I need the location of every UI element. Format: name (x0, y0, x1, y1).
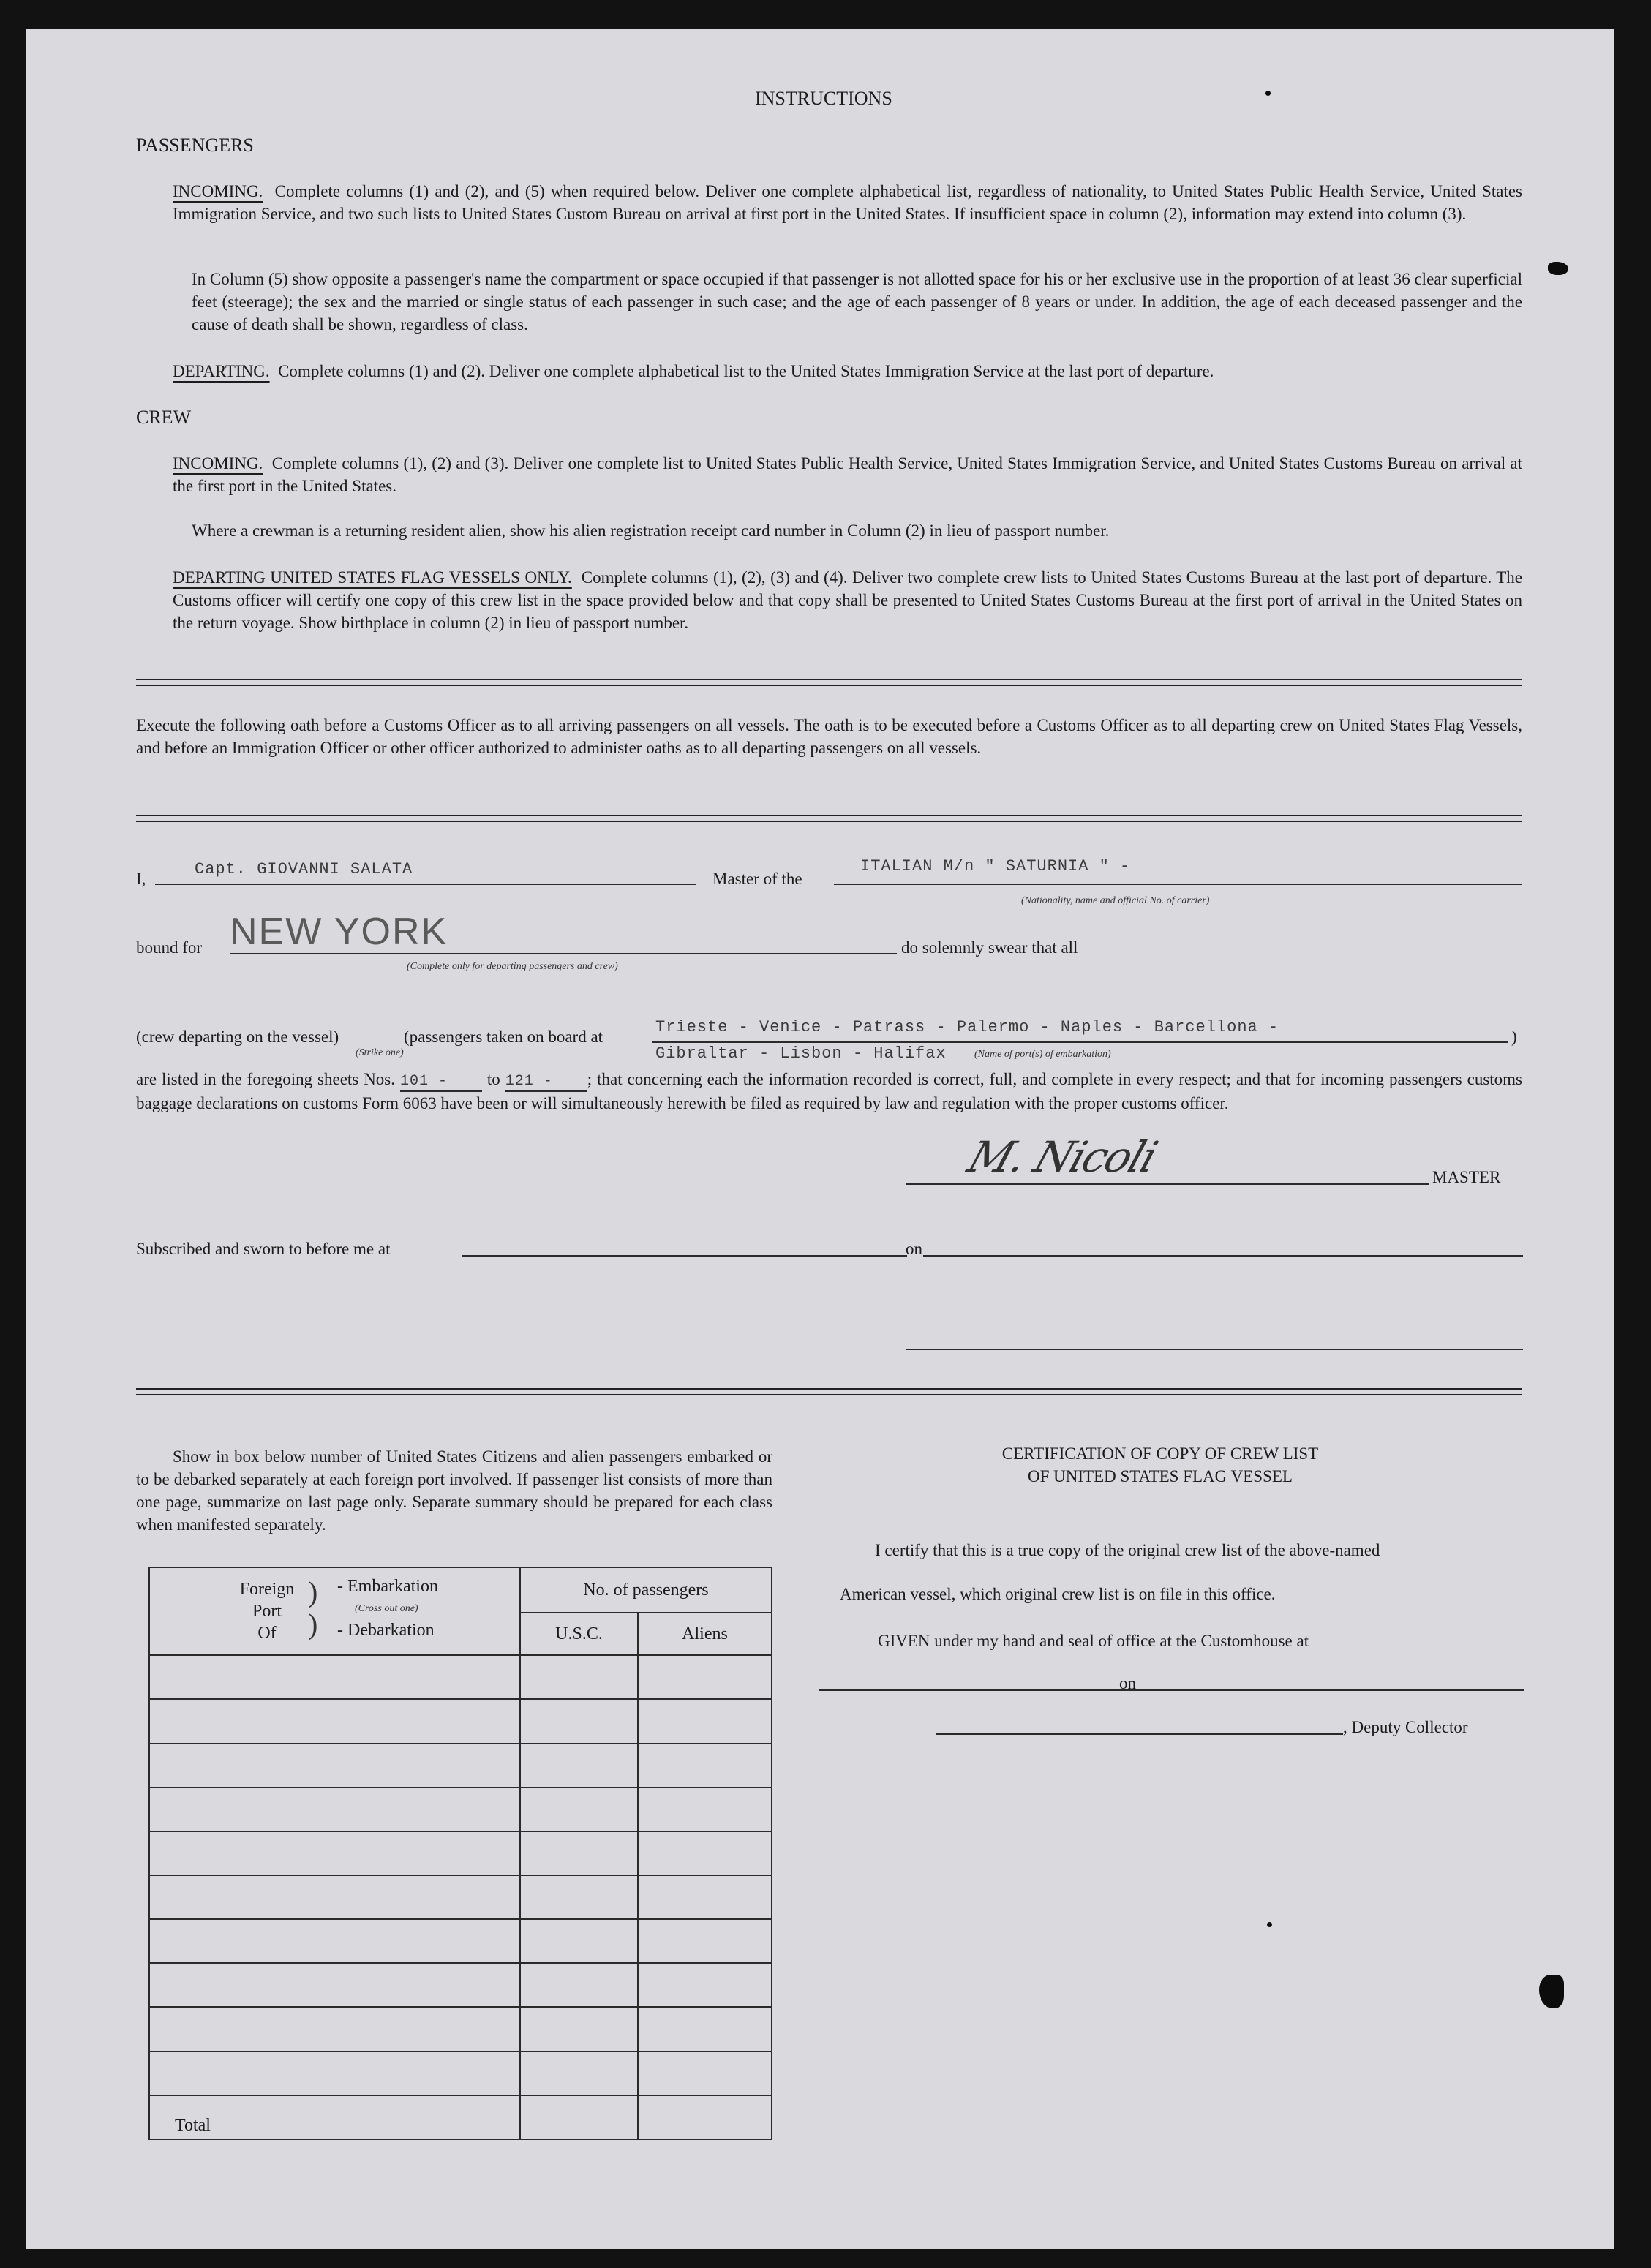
summary-cell-usc (520, 1655, 638, 1699)
to-label: to (486, 1070, 500, 1088)
summary-cell-aliens (638, 1875, 772, 1919)
debarkation-option: - Debarkation (337, 1621, 435, 1640)
subscribed-date-line (923, 1255, 1523, 1257)
crew-departing-label: DEPARTING UNITED STATES FLAG VESSELS ONLY. (173, 568, 572, 587)
summary-cell-port (149, 1919, 520, 1963)
summary-cell-aliens (638, 1787, 772, 1831)
summary-row (149, 1655, 772, 1699)
summary-cell-port (149, 1655, 520, 1699)
of-label: Of (257, 1624, 277, 1643)
incoming-text: Complete columns (1) and (2), and (5) when required below. Deliver one complete alphabetical list, regardless of nationality, to United States Public Health Service, United States Immigration Service, and two such lists to United States Custom Bureau on arrival at first port in the United States. If insufficient space in column (2), information may extend into column (3). (173, 182, 1522, 223)
master-name-value: Capt. GIOVANNI SALATA (195, 860, 413, 878)
summary-row (149, 2052, 772, 2095)
summary-cell-aliens (638, 1831, 772, 1875)
summary-cell-usc (520, 1787, 638, 1831)
crew-heading: CREW (136, 407, 192, 428)
departing-text: Complete columns (1) and (2). Deliver one complete alphabetical list to the United States Immigration Service at the last port of departure. (278, 362, 1214, 380)
i-label: I, (136, 870, 146, 888)
ink-speck-lower (1267, 1922, 1272, 1927)
crew-incoming-text: Complete columns (1), (2) and (3). Deliver one complete list to United States Public Health Service, United States Immigration Service, and United States Customs Bureau on arrival at the first port in the United States. (173, 454, 1523, 495)
summary-instructions: Show in box below number of United States Citizens and alien passengers embarked or to be debarked separately at each foreign port involved. If passenger list consists of more than one page, summarize on last page only. Separate summary should be prepared for each class when manifested separately. (136, 1447, 772, 1534)
certify-line-1: I certify that this is a true copy of the original crew list of the above-named (875, 1541, 1380, 1559)
summary-cell-port (149, 1744, 520, 1787)
summary-row (149, 1919, 772, 1963)
total-label: Total (149, 2095, 520, 2139)
bound-for-stamp: NEW YORK (230, 911, 448, 953)
summary-cell-usc (520, 2052, 638, 2095)
master-signature: M. Nicoli (961, 1132, 1163, 1182)
ports-close-paren: ) (1511, 1028, 1517, 1046)
summary-cell-usc (520, 1919, 638, 1963)
instructions-title: INSTRUCTIONS (755, 88, 892, 109)
usc-header: U.S.C. (520, 1613, 638, 1655)
crew-incoming-label: INCOMING. (173, 454, 263, 472)
summary-cell-port (149, 1787, 520, 1831)
summary-cell-port (149, 1831, 520, 1875)
bound-for-label: bound for (136, 938, 203, 957)
master-label: MASTER (1432, 1168, 1501, 1186)
port-header-cell (149, 1567, 520, 1655)
summary-cell-usc (520, 1699, 638, 1743)
summary-cell-port (149, 1963, 520, 2007)
summary-row (149, 2007, 772, 2051)
vessel-line (834, 884, 1522, 885)
summary-cell-usc (520, 1831, 638, 1875)
summary-row (149, 1831, 772, 1875)
departing-label: DEPARTING. (173, 362, 270, 380)
ports-caption: (Name of port(s) of embarkation) (974, 1049, 1111, 1060)
summary-row (149, 1744, 772, 1787)
subscribed-on-label: on (906, 1240, 922, 1258)
crew-departing-option: (crew departing on the vessel) (136, 1028, 339, 1046)
certification-on-label: on (1119, 1674, 1136, 1692)
summary-row (149, 1787, 772, 1831)
port-label: Port (252, 1602, 282, 1621)
cross-out-caption: (Cross out one) (355, 1603, 418, 1615)
ports-line (652, 1041, 1508, 1043)
column5-paragraph: In Column (5) show opposite a passenger's name the compartment or space occupied if that passenger is not allotted space for his or her exclusive use in the proportion of at least 36 clear superficial feet (steerage); the sex and the married or single status of each passenger in such case; and the age of each passenger of 8 years or under. In addition, the age of each deceased passenger and the cause of death shall be shown, regardless of class. (192, 270, 1522, 334)
summary-cell-port (149, 2052, 520, 2095)
summary-cell-aliens (638, 1744, 772, 1787)
vessel-caption: (Nationality, name and official No. of carrier) (1021, 895, 1210, 906)
aliens-header: Aliens (638, 1613, 772, 1655)
vessel-value: ITALIAN M/n " SATURNIA " - (860, 857, 1131, 875)
summary-cell-aliens (638, 2052, 772, 2095)
summary-cell-aliens (638, 2007, 772, 2051)
summary-cell-usc (520, 1744, 638, 1787)
passengers-incoming-paragraph (173, 180, 1522, 225)
summary-cell-usc (520, 2007, 638, 2051)
certification-title (875, 1442, 1445, 1488)
master-name-line (155, 884, 696, 885)
total-usc (520, 2095, 638, 2139)
certify-line-2: American vessel, which original crew list is on file in this office. (840, 1585, 1276, 1603)
summary-row (149, 1699, 772, 1743)
certification-title-line1: CERTIFICATION OF COPY OF CREW LIST (1001, 1444, 1319, 1463)
ports-line-2: Gibraltar - Lisbon - Halifax (655, 1044, 947, 1063)
deputy-signature-line (936, 1733, 1343, 1735)
passengers-heading: PASSENGERS (136, 135, 254, 156)
officer-signature-line (906, 1349, 1523, 1350)
bound-for-line (230, 953, 897, 954)
incoming-label: INCOMING. (173, 182, 263, 200)
bound-for-caption: (Complete only for departing passengers and crew) (407, 961, 618, 972)
ink-blot (1548, 262, 1568, 275)
crewman-paragraph: Where a crewman is a returning resident alien, show his alien registration receipt card number in Column (2) in lieu of passport number. (192, 521, 1110, 540)
crew-incoming-paragraph (173, 452, 1522, 497)
ink-speck (1265, 91, 1271, 96)
certification-date-line (1138, 1689, 1524, 1691)
total-aliens (638, 2095, 772, 2139)
sheets-statement (136, 1068, 1522, 1115)
listed-label: are listed in the foregoing sheets Nos. (136, 1070, 396, 1088)
swear-label: do solemnly swear that all (901, 938, 1078, 957)
brace-icon-lower: ) (308, 1608, 318, 1641)
subscribed-place-line (462, 1255, 907, 1257)
statement-tail: ; that concerning each the information recorded is correct, full, and complete in every respect; and that for incoming passengers customs baggage declarations on customs Form 6063 have been or will simultaneously herewith be filed as required by law and regulation with the proper customs officer. (136, 1070, 1523, 1112)
given-line: GIVEN under my hand and seal of office at the Customhouse at (878, 1632, 1309, 1650)
divider-3 (136, 1388, 1522, 1395)
crew-departing-text: Complete columns (1), (2), (3) and (4). Deliver two complete crew lists to United States Customs Bureau at the last port of departure. The Customs officer will certify one copy of this crew list in the space provided below and that copy shall be presented to United States Customs Bureau at the first port of arrival in the United States on the return voyage. Show birthplace in column (2) in lieu of passport number. (173, 568, 1523, 632)
divider-2 (136, 815, 1522, 822)
summary-cell-usc (520, 1875, 638, 1919)
summary-row (149, 1963, 772, 2007)
summary-cell-aliens (638, 1963, 772, 2007)
sheet-to-value: 121 - (505, 1073, 587, 1092)
embarkation-option: - Embarkation (337, 1577, 438, 1597)
passengers-taken-option: (passengers taken on board at (404, 1028, 603, 1046)
brace-icon: ) (308, 1575, 318, 1609)
foreign-label: Foreign (239, 1580, 295, 1600)
summary-cell-usc (520, 1963, 638, 2007)
summary-cell-port (149, 1699, 520, 1743)
crew-departing-paragraph (173, 566, 1522, 634)
signature-line (906, 1183, 1429, 1185)
ports-line-1: Trieste - Venice - Patrass - Palermo - Naples - Barcellona - (655, 1018, 1279, 1036)
divider-1 (136, 679, 1522, 686)
deputy-collector-label: , Deputy Collector (1343, 1718, 1468, 1736)
subscribed-label: Subscribed and sworn to before me at (136, 1240, 391, 1258)
strike-caption: (Strike one) (356, 1047, 404, 1058)
summary-cell-aliens (638, 1655, 772, 1699)
summary-row (149, 1875, 772, 1919)
passengers-header: No. of passengers (520, 1567, 772, 1613)
certification-title-line2: OF UNITED STATES FLAG VESSEL (1028, 1467, 1293, 1485)
form-page (26, 29, 1614, 2249)
passenger-summary-table (148, 1567, 772, 2140)
ink-blot-lower (1539, 1975, 1564, 2008)
oath-intro: Execute the following oath before a Customs Officer as to all arriving passengers on all vessels. The oath is to be executed before a Customs Officer as to all departing crew on United States Flag Vessels, and before an Immigration Officer or other officer authorized to administer oaths as to all departing passengers on all vessels. (136, 716, 1522, 757)
summary-cell-aliens (638, 1699, 772, 1743)
summary-cell-port (149, 1875, 520, 1919)
summary-cell-aliens (638, 1919, 772, 1963)
summary-cell-port (149, 2007, 520, 2051)
master-of-label: Master of the (712, 870, 802, 888)
passengers-departing-paragraph (173, 360, 1522, 383)
sheet-from-value: 101 - (400, 1073, 482, 1092)
